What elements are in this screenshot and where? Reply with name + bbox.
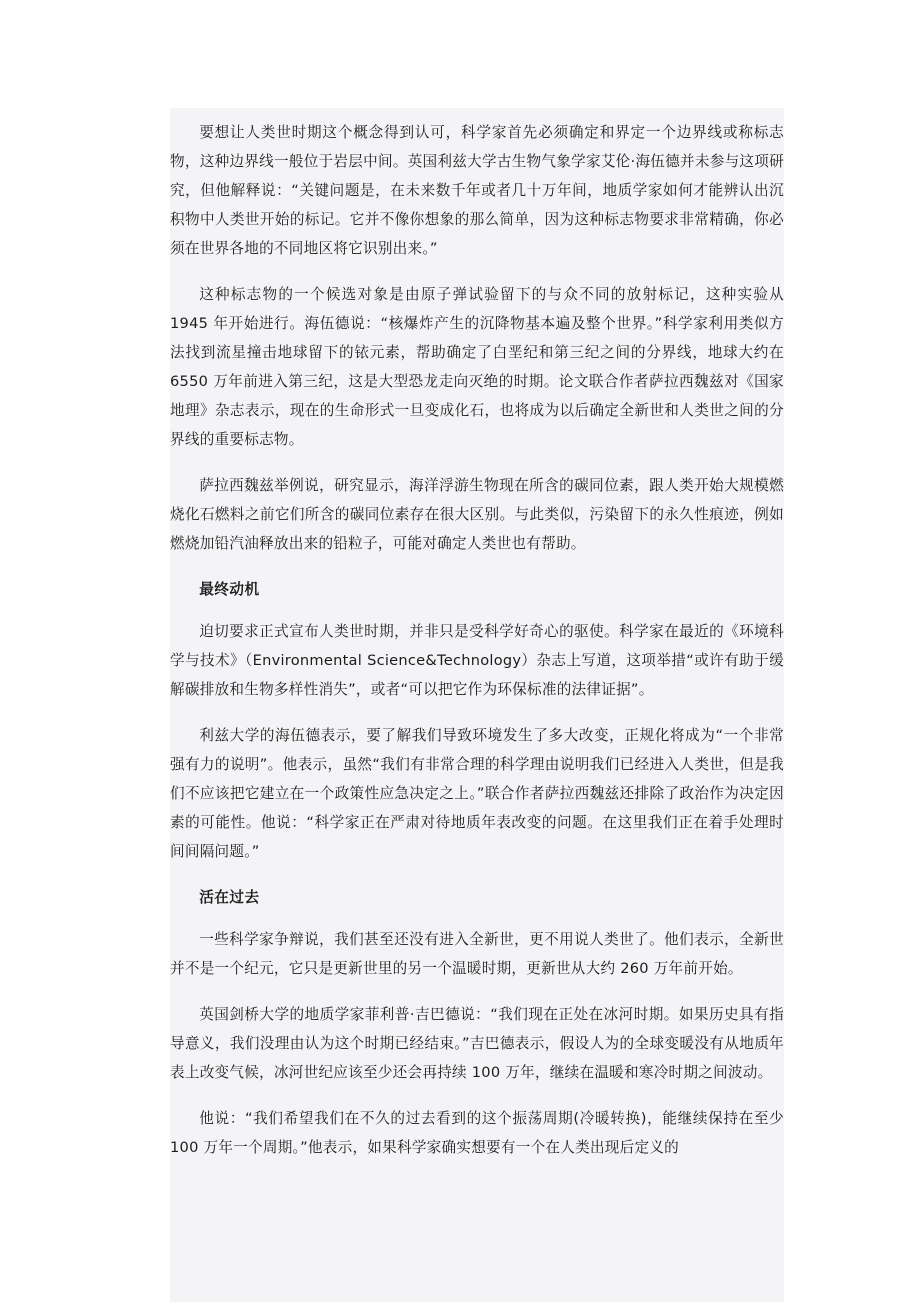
paragraph-4: 迫切要求正式宣布人类世时期，并非只是受科学好奇心的驱使。科学家在最近的《环境科学与技术》（Environmental Science&Technology）杂志上写道，这项举措“或许有助于缓解碳排放和生物多样性消失”，或者“可以把它作为环保标准的法律证据”。 bbox=[170, 623, 784, 698]
section-heading-living-in-past: 活在过去 bbox=[199, 889, 260, 906]
paragraph-2: 这种标志物的一个候选对象是由原子弹试验留下的与众不同的放射标记，这种实验从 1945 年开始进行。海伍德说：“核爆炸产生的沉降物基本遍及整个世界。”科学家利用类似方法找到流星撞击地球留下的铱元素，帮助确定了白垩纪和第三纪之间的分界线，地球大约在 6550 万年前进入第三纪，这是大型恐龙走向灭绝的时期。论文联合作者萨拉西魏兹对《国家地理》杂志表示，现在的生命形式一旦变成化石，也将成为以后确定全新世和人类世之间的分界线的重要标志物。 bbox=[170, 286, 784, 448]
article-body bbox=[170, 108, 784, 1302]
paragraph-5: 利兹大学的海伍德表示，要了解我们导致环境发生了多大改变，正规化将成为“一个非常强有力的说明”。他表示，虽然“我们有非常合理的科学理由说明我们已经进入人类世，但是我们不应该把它建立在一个政策性应急决定之上。”联合作者萨拉西魏兹还排除了政治作为决定因素的可能性。他说：“科学家正在严肃对待地质年表改变的问题。在这里我们正在着手处理时间间隔问题。” bbox=[170, 727, 784, 860]
paragraph-8: 他说：“我们希望我们在不久的过去看到的这个振荡周期(冷暖转换)，能继续保持在至少 100 万年一个周期。”他表示，如果科学家确实想要有一个在人类出现后定义的 bbox=[170, 1110, 784, 1156]
paragraph-1: 要想让人类世时期这个概念得到认可，科学家首先必须确定和界定一个边界线或称标志物，这种边界线一般位于岩层中间。英国利兹大学古生物气象学家艾伦·海伍德并未参与这项研究，但他解释说：“关键问题是，在未来数千年或者几十万年间，地质学家如何才能辨认出沉积物中人类世开始的标记。它并不像你想象的那么简单，因为这种标志物要求非常精确，你必须在世界各地的不同地区将它识别出来。” bbox=[170, 124, 784, 257]
paragraph-7: 英国剑桥大学的地质学家菲利普·吉巴德说：“我们现在正处在冰河时期。如果历史具有指导意义，我们没理由认为这个时期已经结束。”吉巴德表示，假设人为的全球变暖没有从地质年表上改变气候，冰河世纪应该至少还会再持续 100 万年，继续在温暖和寒冷时期之间波动。 bbox=[170, 1006, 784, 1081]
paragraph-6: 一些科学家争辩说，我们甚至还没有进入全新世，更不用说人类世了。他们表示，全新世并不是一个纪元，它只是更新世里的另一个温暖时期，更新世从大约 260 万年前开始。 bbox=[170, 931, 784, 977]
section-heading-final-motive: 最终动机 bbox=[199, 581, 260, 598]
paragraph-3: 萨拉西魏兹举例说，研究显示，海洋浮游生物现在所含的碳同位素，跟人类开始大规模燃烧化石燃料之前它们所含的碳同位素存在很大区别。与此类似，污染留下的永久性痕迹，例如燃烧加铅汽油释放出来的铅粒子，可能对确定人类世也有帮助。 bbox=[170, 477, 784, 552]
